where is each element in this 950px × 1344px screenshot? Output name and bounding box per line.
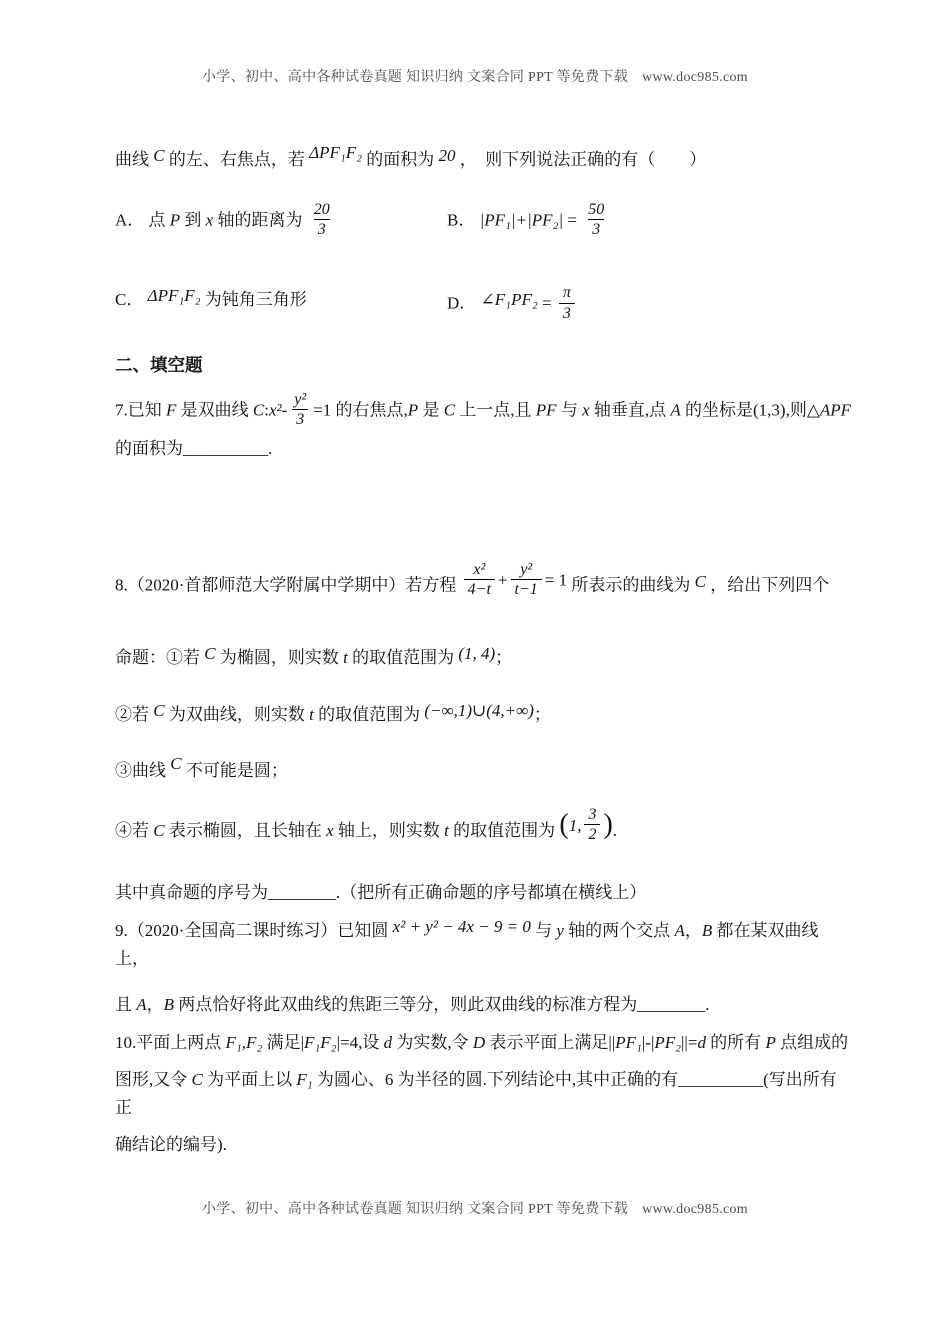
text-run: 曲线: [115, 150, 149, 169]
math-var: C: [153, 820, 165, 840]
text-run: 命题：①若: [115, 648, 200, 668]
answer-blank: ________: [268, 882, 336, 902]
fraction-denominator: t−1: [511, 579, 542, 599]
option-d: [447, 285, 852, 324]
text-run: 都在某双曲线上，: [115, 920, 819, 968]
text-run: 是双曲线: [180, 400, 249, 420]
math-var: C: [153, 146, 165, 165]
text-run: 点组成的: [780, 1032, 849, 1052]
text-run: 的左、右焦点，若: [168, 150, 305, 169]
page-footer: [0, 1198, 950, 1218]
text-run: 与: [535, 920, 553, 940]
text-run: (写出所有正: [115, 1070, 837, 1118]
math-var: P: [765, 1032, 776, 1052]
equals-sign: =: [567, 210, 577, 230]
option-label: B．: [447, 210, 476, 230]
question8-line2: [115, 644, 852, 672]
right-paren: ): [603, 808, 613, 840]
math-var: F₁: [296, 1070, 313, 1090]
question7-line1: [115, 392, 852, 431]
text-run: 且: [115, 994, 132, 1014]
minus-sign: -: [281, 400, 288, 420]
question10-line1: [115, 1029, 852, 1057]
text-run: 的右焦点,: [335, 400, 408, 420]
question8-line5: [115, 806, 852, 855]
section-heading: [115, 351, 852, 380]
math-interval: (1, 4): [458, 644, 496, 664]
fraction-denominator: 3: [588, 219, 604, 239]
text-run: 的面积为: [115, 439, 183, 459]
math-term: 1,: [568, 815, 582, 835]
fraction-numerator: x²: [473, 561, 486, 579]
text-run: 轴上，则实数: [337, 820, 440, 840]
math-var: C: [170, 753, 182, 773]
text-run: ，给出下列四个: [710, 575, 830, 595]
text-run: =1: [313, 400, 332, 420]
math-var: y: [556, 920, 564, 940]
math-var: x: [582, 400, 590, 420]
math-expression: PF₁: [615, 1032, 642, 1052]
page-header: [0, 66, 950, 86]
math-vars: F₁,F₂: [225, 1032, 263, 1052]
option-label: D．: [447, 294, 477, 314]
math-var: C: [191, 1070, 203, 1090]
option-label: C．: [115, 290, 144, 310]
fraction-denominator: 3: [292, 409, 308, 429]
fraction-denominator: 4−t: [464, 579, 495, 599]
text-run: ||=: [681, 1032, 698, 1052]
fraction-numerator: y²: [294, 390, 307, 408]
math-expression: ∠F₁PF₂: [480, 290, 538, 310]
math-expression: |PF₁|+|PF₂|: [479, 210, 564, 230]
text-run: 的取值范围为: [453, 820, 556, 840]
question9-line2: [115, 991, 852, 1019]
math-var: P: [407, 400, 419, 420]
math-set-expression: (−∞,1)∪(4,+∞): [424, 700, 534, 720]
question9-line1: [115, 917, 852, 973]
answer-blank: ________: [637, 994, 706, 1014]
math-var: D: [472, 1032, 486, 1052]
options-row-ab: [115, 202, 852, 241]
math-var: B: [163, 994, 175, 1014]
math-var: d: [383, 1032, 393, 1052]
option-b: [447, 202, 852, 241]
fraction: [310, 200, 334, 239]
fraction-denominator: 3: [559, 303, 575, 323]
math-var: C: [204, 644, 216, 664]
answer-blank: __________: [183, 439, 268, 459]
math-var: d: [697, 1032, 706, 1052]
text-run: .: [268, 439, 273, 459]
math-var: t: [444, 820, 449, 840]
text-run: 表示椭圆，且长轴在: [168, 820, 322, 840]
math-expression: ΔPF₁F₂: [147, 286, 201, 306]
text-run: 图形,又令: [115, 1070, 188, 1090]
question10-line3: [115, 1131, 852, 1159]
text-run: .: [705, 994, 710, 1014]
math-expression: ΔPF₁F₂: [309, 143, 363, 162]
text-run: 为圆心、6 为半径的圆.下列结论中,其中正确的有: [316, 1070, 679, 1090]
math-equation: [461, 562, 567, 601]
footer-text: 小学、初中、高中各种试卷真题 知识归纳 文案合同 PPT 等免费下载: [201, 1202, 629, 1217]
math-expression: APF: [819, 400, 852, 420]
text-run: 与: [560, 400, 578, 420]
question6-stem: [115, 143, 852, 174]
text-run: ③曲线: [115, 760, 166, 780]
equals-sign: = 1: [544, 570, 568, 590]
fraction: [464, 560, 495, 599]
text-run: 到: [184, 210, 202, 230]
fraction-denominator: 2: [584, 824, 600, 844]
text-run: 8.（2020·首都师范大学附属中学期中）若方程: [115, 575, 457, 595]
fraction: [290, 390, 310, 429]
text-run: 的取值范围为: [318, 704, 421, 724]
text-run: ④若: [115, 820, 149, 840]
fraction-numerator: π: [562, 284, 571, 302]
question8-line1: [115, 561, 852, 606]
math-var: C: [443, 400, 456, 420]
text-run: 表示平面上满足||: [489, 1032, 616, 1052]
text-run: 的所有: [710, 1032, 762, 1052]
text-run: 9.（2020·全国高二课时练习）已知圆: [115, 920, 389, 940]
fraction: [511, 560, 542, 599]
left-paren: (: [559, 808, 569, 840]
math-expression: F₁F₂: [304, 1032, 337, 1052]
math-var: B: [701, 920, 713, 940]
fraction: [559, 283, 575, 322]
math-var: C: [694, 571, 706, 591]
text-run: 为平面上以: [207, 1070, 293, 1090]
text-run: 为双曲线，则实数: [168, 704, 305, 724]
text-run: |-|: [641, 1032, 655, 1052]
text-run: ；: [495, 648, 513, 668]
section-title: 二、填空题: [115, 354, 203, 375]
option-c: [115, 285, 447, 324]
text-run: 上一点,且: [459, 400, 532, 420]
math-expression: PF₂: [654, 1032, 682, 1052]
math-interval: [559, 804, 612, 850]
math-equation: x² + y² − 4x − 9 = 0: [392, 916, 531, 936]
fraction-denominator: 3: [314, 219, 330, 239]
math-var: F: [166, 400, 177, 420]
text-run: ， 则下列说法正确的有（ ）: [459, 150, 707, 169]
document-content: [115, 143, 852, 1159]
math-term: x²: [268, 400, 282, 420]
fraction: [584, 200, 608, 239]
header-text: 小学、初中、高中各种试卷真题 知识归纳 文案合同 PPT 等免费下载: [201, 70, 629, 85]
text-run: 的取值范围为: [352, 648, 455, 668]
text-run: |=4,设: [336, 1032, 380, 1052]
math-var: PF: [535, 400, 557, 420]
text-run: 满足|: [266, 1032, 304, 1052]
text-run: ②若: [115, 704, 149, 724]
option-label: A．: [115, 210, 145, 230]
text-run: 为钝角三角形: [204, 290, 307, 310]
math-var: P: [169, 210, 181, 230]
math-var: A: [670, 400, 681, 420]
option-a: [115, 202, 447, 241]
math-number: 20: [438, 146, 456, 165]
text-run: 的面积为: [366, 150, 435, 169]
text-run: ；: [533, 704, 551, 724]
text-run: 其中真命题的序号为: [115, 882, 268, 902]
math-var: x: [326, 820, 334, 840]
plus-sign: +: [497, 570, 508, 590]
math-var: C: [252, 400, 265, 420]
text-run: 的坐标是(1,3),则△: [685, 400, 820, 420]
text-run: 是: [422, 400, 440, 420]
text-run: 所表示的曲线为: [571, 575, 691, 595]
question8-line3: [115, 701, 852, 729]
text-run: 轴的两个交点: [568, 920, 671, 940]
text-run: 7.已知: [115, 400, 162, 420]
text-run: .: [612, 820, 618, 840]
fraction-numerator: 50: [588, 201, 605, 219]
math-var: x: [205, 210, 214, 230]
text-run: 10.平面上两点: [115, 1032, 222, 1052]
options-row-cd: [115, 285, 852, 324]
footer-url: www.doc985.com: [642, 1202, 749, 1217]
answer-blank: __________: [678, 1070, 764, 1090]
text-run: :: [264, 400, 269, 420]
text-run: 点: [148, 210, 166, 230]
header-url: www.doc985.com: [642, 70, 749, 85]
question7-line2: [115, 435, 852, 463]
question10-line2: [115, 1066, 852, 1122]
text-run: .（把所有正确命题的序号都填在横线上）: [336, 882, 647, 902]
fraction-numerator: y²: [520, 561, 533, 579]
fraction-numerator: 3: [588, 806, 597, 824]
math-var: A: [674, 920, 685, 940]
text-run: ，: [146, 994, 164, 1014]
fraction: [584, 805, 600, 844]
text-run: 不可能是圆；: [185, 760, 288, 780]
question8-line4: [115, 753, 852, 785]
math-var: C: [153, 700, 165, 720]
text-run: 为椭圆，则实数: [219, 648, 339, 668]
text-run: 轴垂直,点: [593, 400, 667, 420]
question8-line6: [115, 879, 852, 907]
text-run: 为实数,令: [396, 1032, 469, 1052]
equals-sign: =: [542, 294, 552, 314]
math-var: A: [136, 994, 147, 1014]
text-run: 两点恰好将此双曲线的焦距三等分，则此双曲线的标准方程为: [178, 994, 638, 1014]
text-run: 轴的距离为: [217, 210, 303, 230]
fraction-numerator: 20: [313, 201, 330, 219]
text-run: ，: [684, 920, 702, 940]
math-var: t: [343, 648, 348, 668]
text-run: 确结论的编号).: [115, 1135, 227, 1155]
math-var: t: [309, 704, 314, 724]
